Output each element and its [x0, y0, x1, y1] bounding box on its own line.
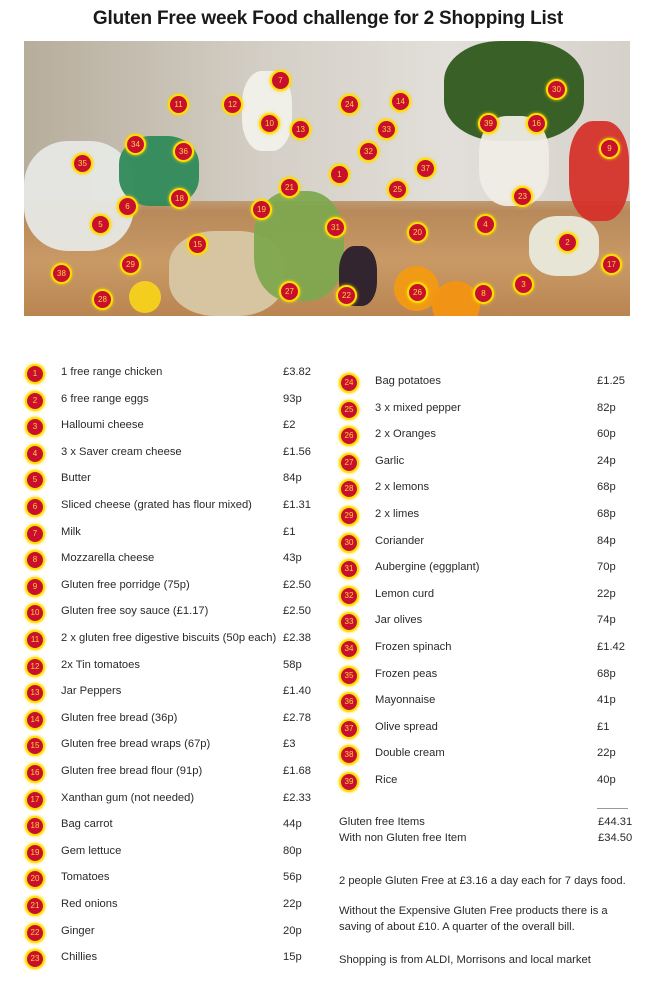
item-number-badge: 8 — [25, 550, 45, 570]
item-price: £2.38 — [283, 632, 311, 644]
page-title: Gluten Free week Food challenge for 2 Shopping List — [92, 8, 564, 29]
item-name: Halloumi cheese — [61, 419, 144, 432]
item-number-badge: 27 — [339, 453, 359, 473]
non-gluten-free-total-label: With non Gluten free Item — [339, 832, 467, 844]
list-item — [25, 391, 325, 411]
list-item — [339, 533, 639, 553]
marker-9: 9 — [599, 138, 620, 159]
item-number-badge: 17 — [25, 790, 45, 810]
marker-8: 8 — [473, 283, 494, 304]
item-name: 2 x lemons — [375, 481, 430, 494]
list-item — [339, 772, 639, 792]
item-price: 93p — [283, 392, 302, 405]
item-price: 43p — [283, 552, 302, 565]
marker-22: 22 — [336, 285, 357, 306]
item-price: £2.33 — [283, 791, 311, 804]
marker-10: 10 — [259, 113, 280, 134]
list-item — [25, 869, 325, 889]
marker-33: 33 — [376, 119, 397, 140]
item-price: 41p — [597, 694, 616, 707]
item-price: 68p — [597, 508, 616, 520]
item-name: Mozzarella cheese — [61, 552, 155, 565]
list-item — [339, 666, 639, 686]
groceries-photo — [24, 41, 630, 316]
marker-3: 3 — [513, 274, 534, 295]
item-price: 80p — [283, 844, 302, 857]
list-item — [339, 453, 639, 473]
item-name: Ginger — [61, 924, 95, 937]
list-item — [339, 612, 639, 632]
marker-39: 39 — [478, 113, 499, 134]
item-name: Jar olives — [375, 614, 423, 627]
item-number-badge: 28 — [339, 479, 359, 499]
list-item — [339, 479, 639, 499]
list-item — [25, 763, 325, 783]
item-price: £1.42 — [597, 641, 625, 653]
item-number-badge: 25 — [339, 400, 359, 420]
item-number-badge: 36 — [339, 692, 359, 712]
item-number-badge: 5 — [25, 470, 45, 490]
item-name: Rice — [375, 774, 398, 786]
item-name: 2 x gluten free digestive biscuits (50p each) — [61, 632, 277, 644]
item-name: Milk — [61, 525, 81, 538]
item-price: 84p — [283, 472, 302, 485]
item-name: Bag potatoes — [375, 375, 441, 387]
item-name: Double cream — [375, 747, 445, 760]
list-item — [339, 745, 639, 765]
item-number-badge: 29 — [339, 506, 359, 526]
marker-17: 17 — [601, 254, 622, 275]
item-name: 2 x limes — [375, 508, 420, 520]
marker-18: 18 — [169, 188, 190, 209]
item-name: Coriander — [375, 534, 425, 547]
item-price: £1.68 — [283, 765, 311, 777]
list-item — [25, 364, 325, 384]
item-name: Sliced cheese (grated has flour mixed) — [61, 499, 252, 511]
gluten-free-total-value: £44.31 — [598, 816, 633, 828]
marker-26: 26 — [407, 282, 428, 303]
item-price: 74p — [597, 614, 616, 627]
item-name: 3 x Saver cream cheese — [61, 445, 182, 458]
item-number-badge: 26 — [339, 426, 359, 446]
item-name: Butter — [61, 472, 91, 485]
item-price: 15p — [283, 951, 302, 964]
note-shops: Shopping is from ALDI, Morrisons and local market — [339, 954, 591, 966]
marker-27: 27 — [279, 281, 300, 302]
list-item — [25, 710, 325, 730]
item-price: £3.82 — [283, 366, 311, 378]
list-item — [339, 719, 639, 739]
item-name: Gluten free bread wraps (67p) — [61, 738, 211, 751]
item-price: £2.50 — [283, 605, 311, 618]
list-item — [25, 736, 325, 756]
item-number-badge: 20 — [25, 869, 45, 889]
marker-16: 16 — [526, 113, 547, 134]
gluten-free-total-row — [339, 816, 631, 830]
item-name: Lemon curd — [375, 587, 435, 600]
item-price: 44p — [283, 818, 302, 831]
item-number-badge: 19 — [25, 843, 45, 863]
item-name: 2x Tin tomatoes — [61, 658, 140, 671]
item-number-badge: 6 — [25, 497, 45, 517]
item-number-badge: 14 — [25, 710, 45, 730]
item-price: £3 — [283, 738, 296, 751]
item-name: Bag carrot — [61, 818, 113, 831]
totals-divider — [597, 808, 628, 809]
item-number-badge: 12 — [25, 657, 45, 677]
item-price: 20p — [283, 924, 302, 937]
item-name: Gluten free soy sauce (£1.17) — [61, 605, 209, 618]
item-name: Frozen spinach — [375, 641, 452, 653]
note-daily-cost: 2 people Gluten Free at £3.16 a day each for 7 days food. — [339, 875, 626, 887]
item-price: 58p — [283, 658, 302, 671]
item-price: 70p — [597, 561, 616, 574]
list-item — [25, 923, 325, 943]
list-item — [25, 497, 325, 517]
item-name: Garlic — [375, 454, 405, 467]
list-item — [25, 417, 325, 437]
list-item — [339, 506, 639, 526]
list-item — [25, 816, 325, 836]
item-number-badge: 18 — [25, 816, 45, 836]
item-number-badge: 32 — [339, 586, 359, 606]
item-name: Gluten free porridge (75p) — [61, 578, 190, 591]
item-name: Olive spread — [375, 720, 438, 733]
non-gluten-free-total-value: £34.50 — [598, 832, 633, 844]
marker-36: 36 — [173, 141, 194, 162]
item-name: 2 x Oranges — [375, 428, 436, 441]
item-number-badge: 13 — [25, 683, 45, 703]
marker-31: 31 — [325, 217, 346, 238]
marker-29: 29 — [120, 254, 141, 275]
marker-35: 35 — [72, 153, 93, 174]
item-number-badge: 39 — [339, 772, 359, 792]
marker-32: 32 — [358, 141, 379, 162]
item-name: 6 free range eggs — [61, 392, 149, 405]
marker-23: 23 — [512, 186, 533, 207]
marker-30: 30 — [546, 79, 567, 100]
item-price: 82p — [597, 401, 616, 414]
item-number-badge: 30 — [339, 533, 359, 553]
marker-34: 34 — [125, 134, 146, 155]
item-price: £1 — [283, 525, 296, 538]
marker-19: 19 — [251, 199, 272, 220]
list-item — [25, 550, 325, 570]
item-price: 56p — [283, 871, 302, 884]
item-price: 68p — [597, 481, 616, 494]
marker-24: 24 — [339, 94, 360, 115]
item-number-badge: 38 — [339, 745, 359, 765]
item-number-badge: 3 — [25, 417, 45, 437]
marker-11: 11 — [168, 94, 189, 115]
list-item — [339, 639, 639, 659]
item-number-badge: 34 — [339, 639, 359, 659]
item-name: Xanthan gum (not needed) — [61, 791, 195, 804]
list-item — [25, 603, 325, 623]
item-number-badge: 7 — [25, 524, 45, 544]
list-item — [25, 790, 325, 810]
item-name: Tomatoes — [61, 871, 110, 884]
item-price: 40p — [597, 774, 616, 786]
marker-5: 5 — [90, 214, 111, 235]
gluten-free-total-label: Gluten free Items — [339, 816, 425, 828]
note-savings: Without the Expensive Gluten Free products there is a saving of about £10. A quarter of the overall bill. — [339, 905, 608, 933]
item-price: 84p — [597, 534, 616, 547]
item-number-badge: 9 — [25, 577, 45, 597]
list-item — [25, 843, 325, 863]
item-number-badge: 24 — [339, 373, 359, 393]
item-name: Aubergine (eggplant) — [375, 561, 480, 574]
marker-20: 20 — [407, 222, 428, 243]
list-item — [25, 657, 325, 677]
list-item — [25, 949, 325, 969]
item-price: £2.78 — [283, 711, 311, 724]
marker-14: 14 — [390, 91, 411, 112]
marker-21: 21 — [279, 177, 300, 198]
marker-13: 13 — [290, 119, 311, 140]
marker-15: 15 — [187, 234, 208, 255]
item-number-badge: 35 — [339, 666, 359, 686]
item-name: Red onions — [61, 898, 118, 910]
list-item — [339, 692, 639, 712]
list-item — [339, 559, 639, 579]
item-name: Gem lettuce — [61, 844, 122, 857]
item-name: Jar Peppers — [61, 685, 122, 698]
marker-12: 12 — [222, 94, 243, 115]
item-number-badge: 16 — [25, 763, 45, 783]
item-name: 3 x mixed pepper — [375, 401, 461, 414]
list-item — [339, 586, 639, 606]
item-name: 1 free range chicken — [61, 366, 163, 378]
photo-orange-2 — [432, 281, 480, 316]
marker-28: 28 — [92, 289, 113, 310]
item-price: 60p — [597, 428, 616, 441]
list-item — [25, 470, 325, 490]
item-name: Mayonnaise — [375, 694, 436, 707]
item-number-badge: 21 — [25, 896, 45, 916]
item-number-badge: 22 — [25, 923, 45, 943]
photo-porridge — [569, 121, 629, 221]
item-price: £1.40 — [283, 685, 311, 698]
list-item — [339, 373, 639, 393]
item-number-badge: 23 — [25, 949, 45, 969]
item-price: £1 — [597, 720, 610, 733]
list-item — [25, 577, 325, 597]
list-item — [25, 896, 325, 916]
marker-38: 38 — [51, 263, 72, 284]
list-item — [339, 400, 639, 420]
item-number-badge: 33 — [339, 612, 359, 632]
item-number-badge: 15 — [25, 736, 45, 756]
marker-1: 1 — [329, 164, 350, 185]
item-name: Gluten free bread (36p) — [61, 711, 178, 724]
item-number-badge: 11 — [25, 630, 45, 650]
marker-6: 6 — [117, 196, 138, 217]
item-number-badge: 2 — [25, 391, 45, 411]
marker-25: 25 — [387, 179, 408, 200]
item-name: Frozen peas — [375, 667, 438, 680]
item-price: £2 — [283, 419, 296, 432]
item-number-badge: 31 — [339, 559, 359, 579]
list-item — [25, 630, 325, 650]
item-price: 68p — [597, 667, 616, 680]
item-price: 24p — [597, 454, 616, 467]
item-number-badge: 4 — [25, 444, 45, 464]
item-price: 22p — [283, 898, 302, 910]
item-price: £1.25 — [597, 375, 625, 387]
marker-2: 2 — [557, 232, 578, 253]
item-price: 22p — [597, 747, 616, 760]
item-number-badge: 1 — [25, 364, 45, 384]
list-item — [25, 444, 325, 464]
marker-4: 4 — [475, 214, 496, 235]
item-name: Chillies — [61, 951, 98, 964]
item-price: £1.56 — [283, 445, 311, 458]
non-gluten-free-total-row — [339, 832, 631, 846]
item-price: £2.50 — [283, 578, 311, 591]
list-item — [339, 426, 639, 446]
list-item — [25, 683, 325, 703]
photo-lemon — [129, 281, 161, 313]
marker-37: 37 — [415, 158, 436, 179]
item-number-badge: 37 — [339, 719, 359, 739]
item-name: Gluten free bread flour (91p) — [61, 765, 203, 777]
item-number-badge: 10 — [25, 603, 45, 623]
item-price: 22p — [597, 587, 616, 600]
item-price: £1.31 — [283, 499, 311, 511]
marker-7: 7 — [270, 70, 291, 91]
list-item — [25, 524, 325, 544]
